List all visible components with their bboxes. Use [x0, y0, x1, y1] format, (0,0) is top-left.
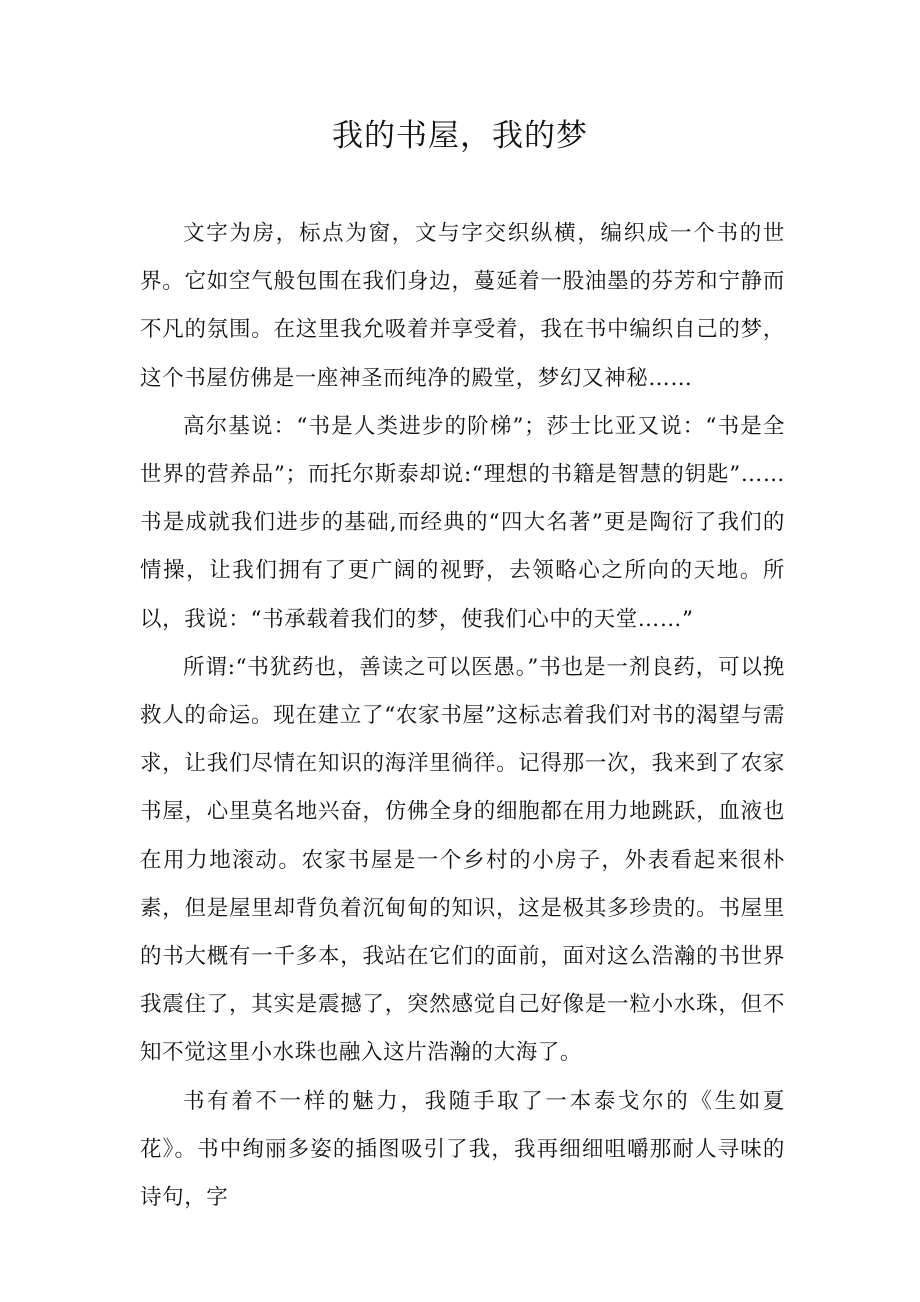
paragraph-2: 高尔基说：“书是人类进步的阶梯”；莎士比亚又说：“书是全世界的营养品”；而托尔斯泰却说:“理想的书籍是智慧的钥匙”……书是成就我们进步的基础,而经典的“四大名著”更是陶衍了我们的情操，让我们拥有了更广阔的视野，去领略心之所向的天地。所以，我说：“书承载着我们的梦，使我们心中的天堂……”: [140, 413, 785, 632]
paragraph-1: 文字为房，标点为窗，文与字交织纵横，编织成一个书的世界。它如空气般包围在我们身边，蔓延着一股油墨的芬芳和宁静而不凡的氛围。在这里我允吸着并享受着，我在书中编织自己的梦，这个书屋仿佛是一座神圣而纯净的殿堂，梦幻又神秘……: [140, 221, 785, 391]
document-body: [140, 210, 785, 1222]
paragraph-3: 所谓:“书犹药也，善读之可以医愚。”书也是一剂良药，可以挽救人的命运。现在建立了“农家书屋”这标志着我们对书的渴望与需求，让我们尽情在知识的海洋里徜徉。记得那一次，我来到了农家书屋，心里莫名地兴奋，仿佛全身的细胞都在用力地跳跃，血液也在用力地滚动。农家书屋是一个乡村的小房子，外表看起来很朴素，但是屋里却背负着沉甸甸的知识，这是极其多珍贵的。书屋里的书大概有一千多本，我站在它们的面前，面对这么浩瀚的书世界我震住了，其实是震撼了，突然感觉自己好像是一粒小水珠，但不知不觉这里小水珠也融入这片浩瀚的大海了。: [140, 654, 785, 1066]
paragraph-4: 书有着不一样的魅力，我随手取了一本泰戈尔的《生如夏花》。书中绚丽多姿的插图吸引了我，我再细细咀嚼那耐人寻味的诗句，字: [140, 1088, 785, 1211]
document-title: 我的书屋，我的梦: [332, 118, 588, 154]
